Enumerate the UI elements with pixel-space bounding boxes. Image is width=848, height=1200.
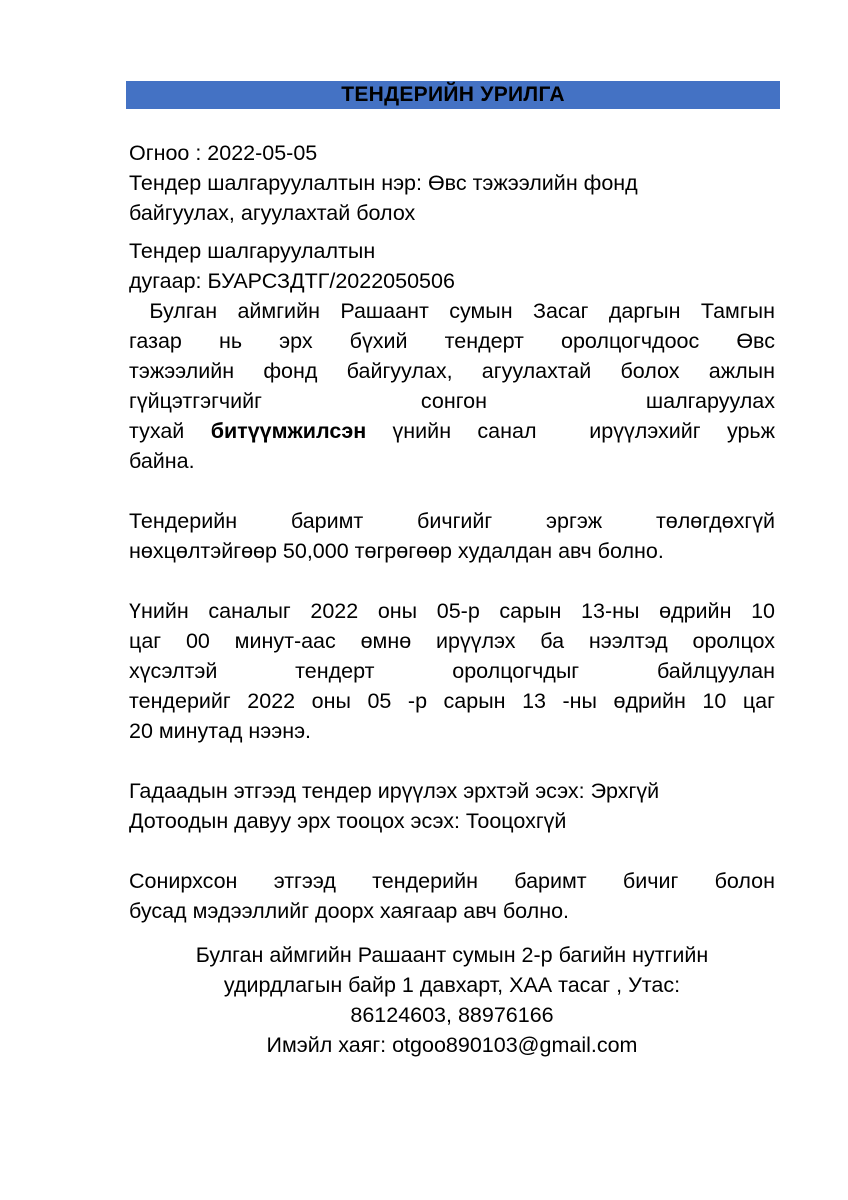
tender-number-line-1: Тендер шалгаруулалтын <box>129 239 376 263</box>
domestic-preference: Дотоодын давуу эрх тооцох эсэх: Тооцохгүй <box>129 809 567 833</box>
address-line-1: Булган аймгийн Рашаант сумын 2-р багийн нутгийн <box>195 943 709 967</box>
tender-name-line-1: Тендер шалгаруулалтын нэр: Өвс тэжээлийн фонд <box>129 171 638 195</box>
tender-number-line-2: дугаар: БУАРСЗДТГ/2022050506 <box>129 269 455 293</box>
foreign-eligibility: Гадаадын этгээд тендер ирүүлэх эрхтэй эсэх: Эрхгүй <box>129 779 660 803</box>
intro-line-3: тэжээлийн фонд байгуулах, агуулахтай болох ажлын <box>129 359 775 383</box>
email-address: Имэйл хаяг: otgoo890103@gmail.com <box>266 1033 638 1057</box>
tender-body <box>129 138 775 926</box>
sealed-bid-emphasis: битүүмжилсэн <box>210 419 367 443</box>
page-title: ТЕНДЕРИЙН УРИЛГА <box>126 81 780 109</box>
intro-suffix: үнийн санал ирүүлэхийг урьж <box>366 419 775 443</box>
intro-line-1: Булган аймгийн Рашаант сумын Засаг даргын Тамгын <box>129 299 775 323</box>
deadline-line-2: цаг 00 минут-аас өмнө ирүүлэх ба нээлтэд оролцох <box>129 629 775 653</box>
address-block <box>129 940 775 1060</box>
intro-line-5 <box>129 416 775 446</box>
intro-line-2: газар нь эрх бүхий тендерт оролцогчдоос Өвс <box>129 329 775 353</box>
deadline-line-4: тендерийг 2022 оны 05 -р сарын 13 -ны өдрийн 10 цаг <box>129 689 775 713</box>
address-line-2: удирдлагын байр 1 давхарт, ХАА тасаг , Утас: <box>223 973 681 997</box>
deadline-line-5: 20 минутад нээнэ. <box>129 719 312 743</box>
intro-line-4: гүйцэтгэгчийг сонгон шалгаруулах <box>129 389 775 413</box>
contact-note-line-1: Сонирхсон этгээд тендерийн баримт бичиг болон <box>129 869 775 893</box>
date-line: Огноо : 2022-05-05 <box>129 141 318 165</box>
deadline-line-3: хүсэлтэй тендерт оролцогчдыг байлцуулан <box>129 659 775 683</box>
deadline-line-1: Үнийн саналыг 2022 оны 05-р сарын 13-ны өдрийн 10 <box>129 599 775 623</box>
documents-line-1: Тендерийн баримт бичгийг эргэж төлөгдөхгүй <box>129 509 775 533</box>
contact-note-line-2: бусад мэдээллийг доорх хаягаар авч болно. <box>129 899 569 923</box>
phone-numbers: 86124603, 88976166 <box>350 1003 554 1027</box>
intro-prefix: тухай <box>129 419 211 443</box>
tender-name-line-2: байгуулах, агуулахтай болох <box>129 201 416 225</box>
intro-line-6: байна. <box>129 449 195 473</box>
documents-line-2: нөхцөлтэйгөөр 50,000 төгрөгөөр худалдан авч болно. <box>129 539 664 563</box>
